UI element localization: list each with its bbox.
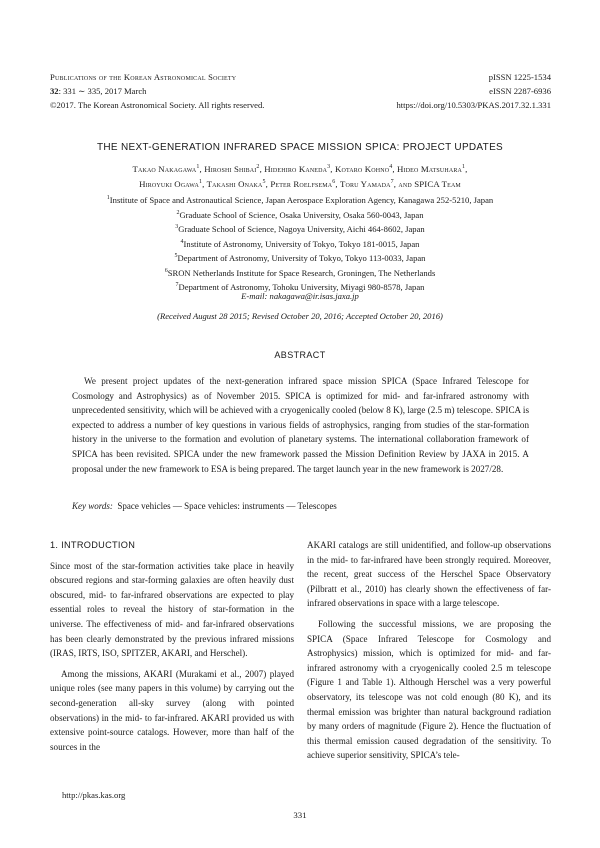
received-dates: (Received August 28 2015; Revised October 20, 2016; Accepted October 20, 2016) [157,311,443,321]
section-heading: 1. INTRODUCTION [50,540,136,550]
author: Takao Nakagawa$^1$ [132,164,200,174]
doi-link[interactable]: https://doi.org/10.5303/PKAS.2017.32.1.331 [396,100,551,110]
affiliation: $^2$Graduate School of Science, Osaka University, Osaka 560-0043, Japan [176,209,424,220]
affiliation: $^6$SRON Netherlands Institute for Space Research, Groningen, The Netherlands [164,267,436,278]
body-paragraph: Following the successful missions, we are proposing the SPICA (Space Infrared Telescope for Cosmology and Astrophysics) mission, which is optimized for mid- and far-infrared astronomy with a cryogenically cooled 2.5 m telescope (Figure 1 and Table 1). Although Herschel was a very powerful observatory, its telescope was not cold enough (80 K), and its thermal emission was brighter than natural background radiation by many orders of magnitude (Figure 2). Hence the fluctuation of this thermal emission caused degradation of the sensitivity. To achieve superior sensitivity, SPICA’s tele- [307,618,551,761]
author: Hiroshi Shibai$^2$ [204,164,260,174]
affiliation: $^3$Graduate School of Science, Nagoya University, Aichi 464-8602, Japan [175,224,425,234]
pissn: pISSN 1225-1534 [488,72,551,82]
author: Toru Yamada$^7$ [339,178,394,189]
volume-info [50,84,264,98]
right-column [307,538,551,763]
journal-header [50,70,264,112]
affiliation: $^7$Department of Astronomy, Tohoku University, Miyagi 980-8578, Japan [175,282,425,292]
author-list: Takao Nakagawa$^1$, Hiroshi Shibai$^2$, Hidehiro Kaneda$^3$, Kotaro Kohno$^4$, Hideo Matsuhara$^1$, Hiroyuki Ogawa$^1$, Takashi Onaka$^5$, Peter Roelfsema$^6$, Toru Yamada$^7$, and SPICA Team [132,164,468,189]
affiliation: $^4$Institute of Astronomy, University of Tokyo, Tokyo 181-0015, Japan [180,238,420,249]
affiliation: $^5$Department of Astronomy, University of Tokyo, Tokyo 113-0033, Japan [174,253,426,263]
abstract-heading: ABSTRACT [274,350,326,360]
affiliation: $^1$Institute of Space and Astronautical Science, Japan Aerospace Exploration Agency, Kanagawa 252-5210, Japan [106,195,494,205]
author: Kotaro Kohno$^4$ [334,164,393,174]
journal-name: Publications of the Korean Astronomical Society [50,72,237,82]
abstract-text: We present project updates of the next-generation infrared space mission SPICA (Space Infrared Telescope for Cosmology and Astrophysics) as of November 2015. SPICA is optimized for mid- and far-infrared astronomy with unprecedented sensitivity, which will be achieved with a cryogenically cooled (below 8 K), large (2.5 m) telescope. SPICA is expected to address a number of key questions in various fields of astrophysics, ranging from studies of the star-formation history in the universe to the formation and evolution of planetary systems. The international collaboration framework of SPICA has been revisited. SPICA under the new framework passed the Mission Definition Review by JAXA in 2015. A proposal under the new framework to ESA is being prepared. The target launch year in the new framework is 2027/28. [72,376,529,474]
contact-email[interactable]: E-mail: nakagawa@ir.isas.jaxa.jp [241,291,359,301]
author: Hiroyuki Ogawa$^1$ [139,178,203,189]
author: Peter Roelfsema$^6$ [270,178,336,189]
volume-number: 32 [50,86,59,96]
author: Hidehiro Kaneda$^3$ [264,164,331,174]
author: Hideo Matsuhara$^1$ [397,164,466,174]
affiliation-list [30,193,570,295]
body-paragraph: Since most of the star-formation activities take place in heavily obscured regions and star-forming galaxies are often heavily dust obscured, mid- to far-infrared observations are expected to play essential roles to reveal the history of star-formation in the universe. The effectiveness of mid- and far-infrared observations has been clearly demonstrated by the previous infrared missions (IRAS, IRTS, ISO, SPITZER, AKARI, and Herschel). [50,560,294,659]
keywords-line [72,501,529,511]
footnote-url[interactable]: http://pkas.kas.org [62,790,126,800]
author: Takashi Onaka$^5$ [206,178,266,189]
body-paragraph: Among the missions, AKARI (Murakami et al., 2007) played unique roles (see many papers in this volume) by carrying out the second-generation all-sky survey (along with pointed observations) in the mid- to far-infrared. AKARI provided us with extensive point-source catalogs. However, more than half of the sources in the [50,668,294,752]
keywords-text: Space vehicles — Space vehicles: instruments — Telescopes [117,501,337,511]
keywords-label: Key words: [72,501,113,511]
volume-pages: : 331 ∼ 335, 2017 March [58,86,147,96]
author: and SPICA Team [398,178,461,189]
copyright-line: ©2017. The Korean Astronomical Society. All rights reserved. [50,100,265,110]
page-number: 331 [293,810,307,820]
paper-title: THE NEXT-GENERATION INFRARED SPACE MISSION SPICA: PROJECT UPDATES [96,142,504,153]
body-paragraph: AKARI catalogs are still unidentified, and follow-up observations in the mid- to far-infrared have been strongly required. Moreover, the recent, great success of the Herschel Space Observatory (Pilbratt et al., 2010) has clearly shown the effectiveness of far-infrared observations in space with a large telescope. [307,540,551,609]
left-column [50,538,294,754]
issn-block [396,70,551,112]
eissn: eISSN 2287-6936 [489,86,551,96]
